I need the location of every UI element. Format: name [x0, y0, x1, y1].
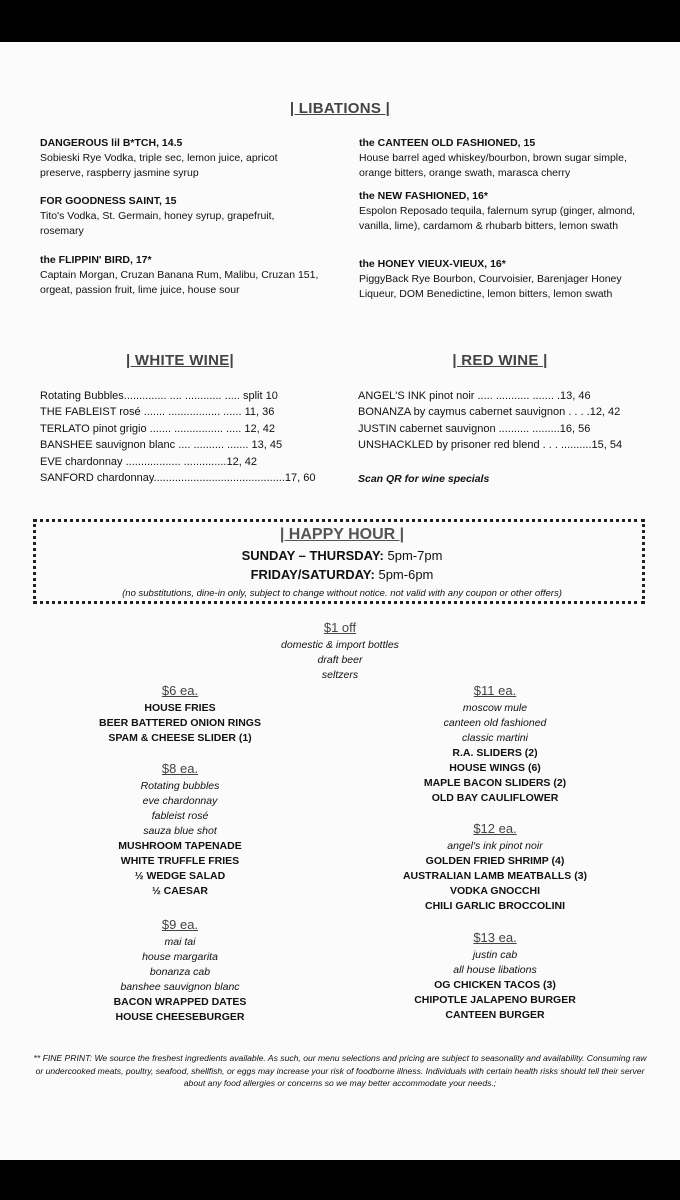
menu-item: MAPLE BACON SLIDERS (2) — [423, 777, 567, 789]
menu-item: justin cab — [472, 949, 518, 961]
white-wine-list — [40, 388, 330, 486]
happy-hour-days: SUNDAY – THURSDAY: — [241, 548, 384, 563]
menu-item: house margarita — [142, 951, 218, 963]
menu-item: bonanza cab — [149, 966, 211, 978]
drink-dangerous — [40, 136, 320, 181]
menu-item: OLD BAY CAULIFLOWER — [431, 792, 559, 804]
wine-item: TERLATO pinot grigio ....... ................ ..... 12, 42 — [40, 422, 275, 435]
menu-item: OG CHICKEN TACOS (3) — [434, 979, 556, 991]
menu-item: CANTEEN BURGER — [445, 1009, 545, 1021]
happy-hour-weekend — [36, 567, 648, 582]
red-wine-title: | RED WINE | — [452, 352, 548, 369]
wine-item: UNSHACKLED by prisoner red blend . . . ..........15, 54 — [358, 439, 623, 452]
fine-print: ** FINE PRINT: We source the freshest ingredients available. As such, our menu selections and pricing are subject to seasonality and availability. Consuming raw or undercooked meats, poultry, seafood, shellfish, or eggs may increase your risk of foodborne illness. Individuals with certain health risks should tell their server about any food allergies or concerns so we may better accommodate your needs.; — [33, 1053, 647, 1088]
happy-hour-weekday — [36, 548, 648, 563]
menu-item: HOUSE CHEESEBURGER — [115, 1011, 245, 1023]
wine-item: Rotating Bubbles.............. .... ............ ..... split 10 — [40, 390, 278, 402]
menu-item: SPAM & CHEESE SLIDER (1) — [108, 732, 252, 744]
menu-item: CHILI GARLIC BROCCOLINI — [425, 900, 565, 912]
menu-item: VODKA GNOCCHI — [449, 885, 541, 897]
price-heading: $11 ea. — [473, 683, 517, 698]
drink-desc: House barrel aged whiskey/bourbon, brown sugar simple, orange bitters, orange swath, marasca cherry — [359, 152, 627, 179]
menu-item: Rotating bubbles — [140, 780, 220, 792]
drink-name: the CANTEEN OLD FASHIONED, 15 — [359, 137, 536, 149]
price-group-8 — [80, 760, 280, 899]
price-group-13 — [390, 929, 600, 1023]
menu-item: mai tai — [164, 936, 196, 948]
qr-note: Scan QR for wine specials — [358, 473, 490, 485]
wine-item: JUSTIN cabernet sauvignon .......... .........16, 56 — [358, 422, 591, 435]
white-wine-title: | WHITE WINE| — [125, 352, 235, 369]
menu-item: domestic & import bottles — [281, 639, 399, 651]
happy-hour-box — [33, 519, 645, 604]
menu-item: classic martini — [462, 732, 528, 744]
happy-hour-time: 5pm-6pm — [378, 567, 434, 582]
menu-item: fableist rosé — [151, 810, 209, 822]
menu-item: GOLDEN FRIED SHRIMP (4) — [425, 855, 565, 867]
drink-goodness-saint — [40, 194, 320, 239]
price-group-6 — [80, 682, 280, 746]
drink-desc: PiggyBack Rye Bourbon, Courvoisier, Barenjager Honey Liqueur, DOM Benedictine, lemon bitters, lemon swath — [359, 273, 622, 300]
wine-item: BANSHEE sauvignon blanc .... .......... ....... 13, 45 — [40, 439, 283, 452]
price-heading: $9 ea. — [161, 917, 199, 932]
price-heading: $12 ea. — [473, 821, 517, 836]
menu-item: angel's ink pinot noir — [447, 840, 543, 852]
menu-item: HOUSE WINGS (6) — [449, 762, 541, 774]
price-group-11 — [390, 682, 600, 806]
price-group-1-off — [240, 619, 440, 683]
happy-hour-time: 5pm-7pm — [387, 548, 443, 563]
menu-item: draft beer — [317, 654, 363, 666]
menu-item: banshee sauvignon blanc — [120, 981, 240, 993]
drink-desc: Espolon Reposado tequila, falernum syrup (ginger, almond, vanilla, lime), cardamom & rhubarb bitters, lemon swath — [359, 205, 636, 232]
price-group-9 — [80, 916, 280, 1025]
drink-desc: Sobieski Rye Vodka, triple sec, lemon juice, apricot preserve, raspberry jasmine syrup — [40, 152, 278, 179]
menu-item: ½ WEDGE SALAD — [134, 870, 226, 882]
menu-page — [0, 42, 680, 1160]
menu-item: ½ CAESAR — [151, 885, 208, 897]
wine-item: BONANZA by caymus cabernet sauvignon . . . .12, 42 — [358, 406, 621, 419]
menu-item: eve chardonnay — [142, 795, 218, 807]
price-heading: $1 off — [323, 620, 357, 635]
drink-canteen-old-fashioned — [359, 136, 639, 181]
price-heading: $13 ea. — [473, 930, 517, 945]
drink-desc: Tito's Vodka, St. Germain, honey syrup, grapefruit, rosemary — [40, 210, 275, 237]
happy-hour-title: | HAPPY HOUR | — [279, 526, 405, 543]
menu-item: sauza blue shot — [143, 825, 217, 837]
drink-name: the HONEY VIEUX-VIEUX, 16* — [359, 258, 506, 270]
red-wine-list — [358, 388, 648, 454]
menu-item: HOUSE FRIES — [144, 702, 216, 714]
wine-item: SANFORD chardonnay...........................................17, 60 — [40, 472, 316, 485]
menu-item: CHIPOTLE JALAPENO BURGER — [414, 994, 576, 1006]
drink-desc: Captain Morgan, Cruzan Banana Rum, Malibu, Cruzan 151, orgeat, passion fruit, lime juice, house sour — [40, 269, 319, 296]
price-group-12 — [385, 820, 605, 914]
wine-item: EVE chardonnay .................. ..............12, 42 — [40, 455, 258, 468]
happy-hour-days: FRIDAY/SATURDAY: — [250, 567, 375, 582]
menu-item: WHITE TRUFFLE FRIES — [120, 855, 240, 867]
menu-item: all house libations — [453, 964, 537, 976]
menu-item: AUSTRALIAN LAMB MEATBALLS (3) — [402, 870, 588, 882]
price-heading: $8 ea. — [161, 761, 199, 776]
libations-title: | LIBATIONS | — [289, 100, 391, 117]
drink-name: the NEW FASHIONED, 16* — [359, 190, 488, 202]
menu-item: moscow mule — [462, 702, 528, 714]
menu-item: canteen old fashioned — [443, 717, 547, 729]
menu-item: seltzers — [321, 669, 359, 681]
menu-item: MUSHROOM TAPENADE — [118, 840, 242, 852]
price-heading: $6 ea. — [161, 683, 199, 698]
drink-honey-vieux-vieux — [359, 257, 639, 302]
drink-new-fashioned — [359, 189, 639, 234]
drink-name: FOR GOODNESS SAINT, 15 — [40, 195, 177, 207]
menu-item: R.A. SLIDERS (2) — [452, 747, 538, 759]
wine-item: ANGEL'S INK pinot noir ..... ........... ....... .13, 46 — [358, 390, 591, 402]
drink-flippin-bird — [40, 253, 320, 298]
wine-item: THE FABLEIST rosé ....... ................. ...... 11, 36 — [40, 406, 275, 419]
drink-name: DANGEROUS lil B*TCH, 14.5 — [40, 137, 183, 149]
drink-name: the FLIPPIN' BIRD, 17* — [40, 254, 152, 266]
happy-hour-note: (no substitutions, dine-in only, subject to change without notice. not valid with any coupon or other offers) — [122, 588, 562, 599]
menu-item: BACON WRAPPED DATES — [113, 996, 247, 1008]
menu-item: BEER BATTERED ONION RINGS — [99, 717, 261, 729]
